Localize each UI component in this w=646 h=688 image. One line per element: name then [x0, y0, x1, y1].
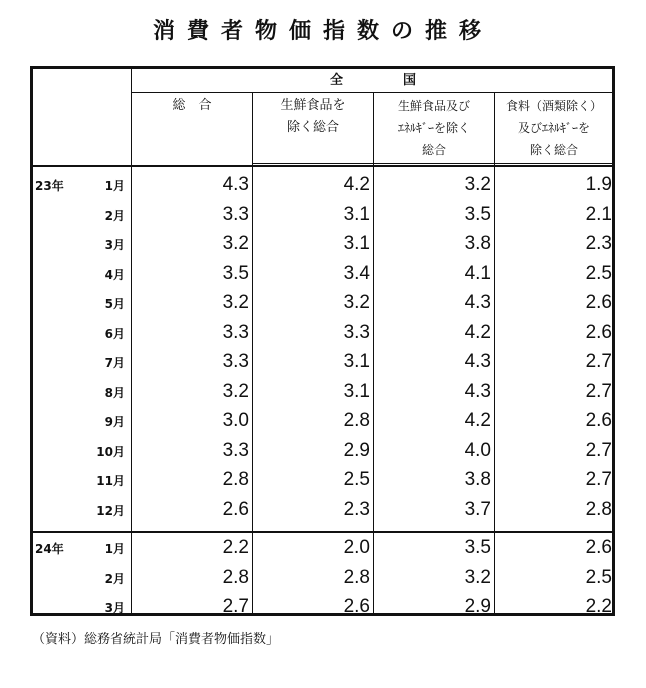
- cell-value: 3.8: [464, 469, 491, 490]
- cell-value: 3.2: [464, 566, 491, 588]
- row-month: 11月: [96, 474, 125, 488]
- cell-value: 2.8: [343, 566, 370, 588]
- header-divider: [131, 92, 612, 93]
- cell-value: 4.3: [464, 380, 491, 402]
- cell-value: 2.9: [464, 596, 491, 617]
- cell-value: 3.2: [464, 174, 491, 195]
- page-title: 消費者物価指数の推移: [152, 19, 493, 44]
- cell-value: 3.2: [343, 292, 370, 313]
- table-row: [33, 441, 612, 463]
- cell-value: 2.9: [343, 439, 370, 461]
- row-year: 23年: [35, 179, 64, 193]
- cell-value: 3.1: [343, 351, 370, 372]
- row-month: 6月: [104, 326, 125, 341]
- table-row: [33, 175, 612, 197]
- cell-value: 2.6: [585, 292, 612, 313]
- cell-value: 2.3: [343, 498, 370, 520]
- cell-value: 3.3: [222, 321, 249, 343]
- cell-value: 2.6: [585, 321, 612, 343]
- row-month: 7月: [104, 356, 125, 370]
- table-row: [33, 323, 612, 345]
- cell-value: 2.5: [343, 469, 370, 490]
- cell-value: 2.3: [585, 233, 612, 254]
- header-bottom: [33, 165, 612, 167]
- row-month: 12月: [96, 503, 125, 518]
- cell-value: 1.9: [585, 174, 612, 195]
- table-row: [33, 500, 612, 522]
- cell-value: 3.1: [343, 233, 370, 254]
- cell-value: 3.5: [222, 262, 249, 284]
- table-row: [33, 264, 612, 286]
- cell-value: 2.6: [585, 537, 612, 558]
- table-row: [33, 352, 612, 374]
- table-row: [33, 411, 612, 433]
- row-month: 1月: [104, 542, 125, 556]
- cell-value: 2.6: [343, 596, 370, 617]
- cell-value: 4.0: [464, 439, 491, 461]
- row-month: 2月: [104, 208, 125, 223]
- cell-value: 2.7: [585, 469, 612, 490]
- cell-value: 2.8: [585, 498, 612, 520]
- cell-value: 4.2: [464, 410, 491, 431]
- cell-value: 4.3: [464, 292, 491, 313]
- cell-value: 2.6: [222, 498, 249, 520]
- table-row: [33, 382, 612, 404]
- cell-value: 2.7: [585, 439, 612, 461]
- cell-value: 4.1: [464, 262, 491, 284]
- cell-value: 2.7: [585, 380, 612, 402]
- cell-value: 2.7: [585, 351, 612, 372]
- table-row: [33, 293, 612, 315]
- cell-value: 2.8: [222, 566, 249, 588]
- row-month: 5月: [104, 297, 125, 311]
- row-month: 10月: [96, 444, 125, 459]
- header-col-4: 食料（酒類除く） 及びｴﾈﾙｷﾞｰを 除く総合: [505, 99, 602, 157]
- cell-value: 3.1: [343, 380, 370, 402]
- cell-value: 3.3: [222, 351, 249, 372]
- cell-value: 3.5: [464, 203, 491, 225]
- cell-value: 2.8: [343, 410, 370, 431]
- source-note: （資料）総務省統計局「消費者物価指数」: [32, 632, 280, 647]
- cell-value: 2.6: [585, 410, 612, 431]
- cell-value: 2.0: [343, 537, 370, 558]
- cell-value: 3.2: [222, 380, 249, 402]
- cell-value: 3.2: [222, 233, 249, 254]
- row-year: 24年: [35, 542, 64, 556]
- cell-value: 4.3: [464, 351, 491, 372]
- cell-value: 4.2: [464, 321, 491, 343]
- row-month: 2月: [104, 571, 125, 586]
- year-divider: [33, 531, 612, 533]
- cell-value: 3.3: [222, 203, 249, 225]
- row-month: 3月: [104, 601, 125, 615]
- header-bottom-right: [252, 163, 612, 164]
- cell-value: 2.8: [222, 469, 249, 490]
- table-row: [33, 470, 612, 492]
- row-month: 9月: [104, 415, 125, 429]
- cell-value: 2.2: [222, 537, 249, 558]
- table-row: [33, 538, 612, 560]
- table-row: [33, 234, 612, 256]
- row-month: 1月: [104, 179, 125, 193]
- row-month: 8月: [104, 385, 125, 400]
- table-row: [33, 568, 612, 590]
- cell-value: 4.2: [343, 174, 370, 195]
- row-month: 4月: [104, 267, 125, 282]
- cell-value: 3.2: [222, 292, 249, 313]
- cell-value: 2.5: [585, 262, 612, 284]
- cell-value: 3.3: [343, 321, 370, 343]
- cell-value: 3.5: [464, 537, 491, 558]
- header-col-3: 生鮮食品及び ｴﾈﾙｷﾞｰを除く 総合: [397, 99, 470, 157]
- table-row: [33, 205, 612, 227]
- cell-value: 2.2: [585, 596, 612, 617]
- cell-value: 2.7: [222, 596, 249, 617]
- cell-value: 4.3: [222, 174, 249, 195]
- cell-value: 3.7: [464, 498, 491, 520]
- header-col-1: 総 合: [172, 98, 212, 113]
- cell-value: 2.5: [585, 566, 612, 588]
- cpi-table: [30, 66, 615, 616]
- cell-value: 3.3: [222, 439, 249, 461]
- cell-value: 3.8: [464, 233, 491, 254]
- header-col-2: 生鮮食品を 除く総合: [280, 98, 346, 135]
- row-month: 3月: [104, 238, 125, 252]
- cell-value: 3.0: [222, 410, 249, 431]
- header-all: 全国: [329, 73, 476, 88]
- table-row: [33, 597, 612, 619]
- cell-value: 3.1: [343, 203, 370, 225]
- cell-value: 3.4: [343, 262, 370, 284]
- cell-value: 2.1: [585, 203, 612, 225]
